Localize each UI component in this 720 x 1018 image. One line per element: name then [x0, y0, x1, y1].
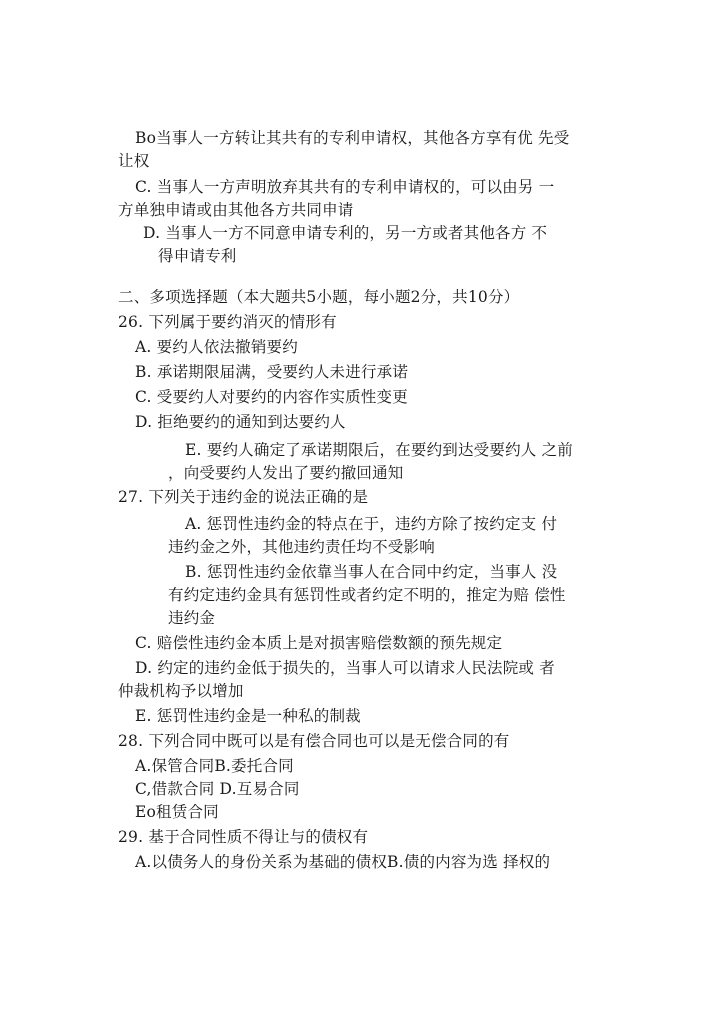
- option-line: E. 要约人确定了承诺期限后，在要约到达受要约人 之前: [185, 441, 573, 459]
- text-line: 有约定违约金具有惩罚性或者约定不明的，推定为赔 偿性: [168, 586, 566, 604]
- text-line: 违约金之外，其他违约责任均不受影响: [168, 538, 435, 556]
- text-line: C. 当事人一方声明放弃其共有的专利申请权的，可以由另 一: [135, 178, 555, 196]
- text-line: D. 当事人一方不同意申请专利的，另一方或者其他各方 不: [143, 224, 548, 242]
- option-line: E. 惩罚性违约金是一种私的制裁: [135, 707, 361, 725]
- text-line: 让权: [118, 152, 150, 170]
- option-line: C. 受要约人对要约的内容作实质性变更: [135, 388, 408, 406]
- question-stem: 28. 下列合同中既可以是有偿合同也可以是无偿合同的有: [118, 732, 510, 750]
- option-line: Eo租赁合同: [135, 803, 219, 821]
- text-line: 违约金: [168, 609, 216, 627]
- question-stem: 26. 下列属于要约消灭的情形有: [118, 313, 337, 331]
- option-line: B. 惩罚性违约金依靠当事人在合同中约定，当事人 没: [185, 563, 558, 581]
- text-line: Bo当事人一方转让其共有的专利申请权，其他各方享有优 先受: [135, 129, 570, 147]
- text-line: ，向受要约人发出了要约撤回通知: [168, 464, 404, 482]
- option-line: A. 惩罚性违约金的特点在于，违约方除了按约定支 付: [185, 515, 558, 533]
- option-line: D. 约定的违约金低于损失的，当事人可以请求人民法院或 者: [135, 659, 555, 677]
- question-stem: 29. 基于合同性质不得让与的债权有: [118, 828, 369, 846]
- option-line: D. 拒绝要约的通知到达要约人: [135, 413, 346, 431]
- option-line: C,借款合同 D.互易合同: [135, 780, 300, 798]
- text-line: 仲裁机构予以增加: [118, 682, 244, 700]
- question-stem: 27. 下列关于违约金的说法正确的是: [118, 488, 369, 506]
- option-line: A.以债务人的身份关系为基础的债权B.债的内容为选 择权的: [135, 853, 551, 871]
- option-line: B. 承诺期限届满，受要约人未进行承诺: [135, 363, 409, 381]
- option-line: A. 要约人依法撤销要约: [135, 338, 298, 356]
- option-line: C. 赔偿性违约金本质上是对损害赔偿数额的预先规定: [135, 634, 503, 652]
- section-heading: 二、多项选择题（本大题共5小题，每小题2分，共10分）: [118, 288, 520, 306]
- text-line: 得申请专利: [158, 247, 237, 265]
- text-line: 方单独申请或由其他各方共同申请: [118, 201, 354, 219]
- option-line: A.保管合同B.委托合同: [135, 757, 294, 775]
